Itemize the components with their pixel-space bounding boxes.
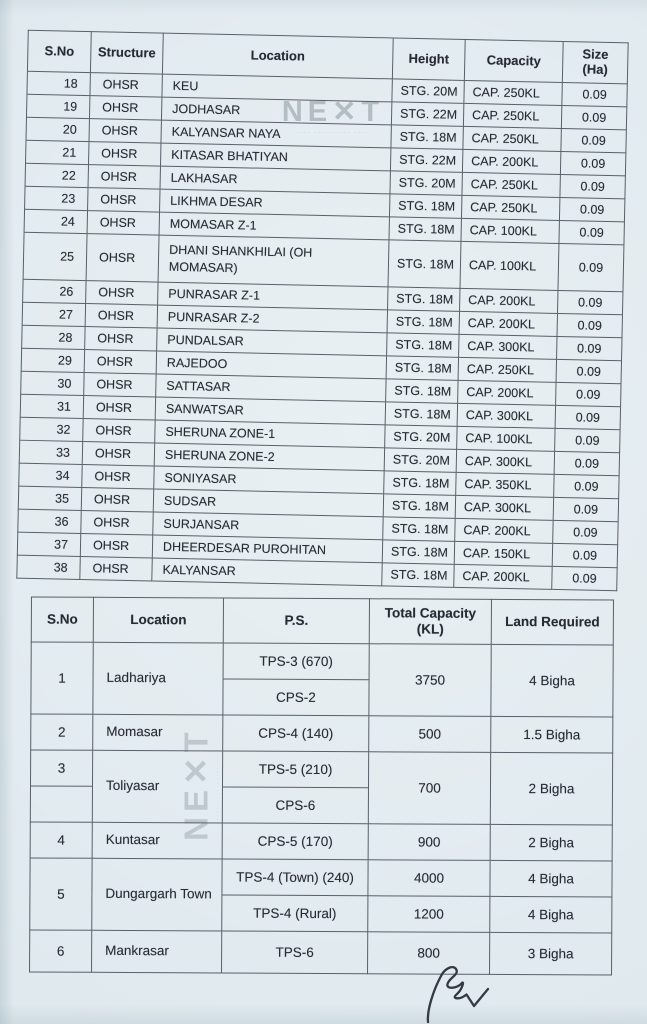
- signature-icon: [420, 963, 504, 1024]
- location-cell: Mankrasar: [92, 930, 222, 973]
- t1-height-cell: STG. 18M: [385, 402, 457, 427]
- t1-size-cell: 0.09: [561, 105, 626, 129]
- t1-size-cell: 0.09: [552, 543, 617, 567]
- t1-capacity-cell: CAP. 200KL: [459, 311, 557, 336]
- t1-size-cell: 0.09: [559, 197, 624, 221]
- t1-size-cell: 0.09: [552, 566, 617, 590]
- t1-sno-cell: 34: [19, 463, 82, 487]
- t1-location-cell: KITASAR BHATIYAN: [160, 143, 390, 171]
- location-cell: Kuntasar: [92, 822, 222, 859]
- t1-height-cell: STG. 18M: [384, 471, 456, 496]
- sno-empty-cell: [30, 786, 92, 822]
- t1-sno-cell: 38: [17, 555, 80, 579]
- t1-structure-cell: OHSR: [88, 188, 160, 213]
- t1-size-cell: 0.09: [559, 220, 624, 244]
- t1-capacity-cell: CAP. 250KL: [458, 357, 556, 382]
- location-cell: Toliyasar: [92, 750, 222, 823]
- t1-structure-cell: OHSR: [87, 211, 159, 236]
- t1-sno-cell: 21: [26, 140, 89, 164]
- t1-size-cell: 0.09: [557, 336, 622, 360]
- location-cell: Momasar: [93, 714, 223, 751]
- t1-location-cell: DHANI SHANKHILAI (OH MOMASAR): [158, 235, 389, 287]
- t1-structure-cell: OHSR: [81, 488, 153, 513]
- t2-header-total-capacity: Total Capacity (KL): [369, 599, 491, 645]
- t1-height-cell: STG. 18M: [386, 379, 458, 404]
- capacity-cell: 4000: [368, 860, 490, 897]
- ohsr-structures-table: [16, 30, 628, 591]
- t1-size-cell: 0.09: [558, 243, 624, 291]
- t1-header-capacity: Capacity: [464, 39, 563, 82]
- t1-capacity-cell: CAP. 250KL: [461, 195, 559, 220]
- t1-size-cell: 0.09: [562, 82, 627, 106]
- t1-sno-cell: 35: [18, 486, 81, 510]
- t1-location-cell: PUNRASAR Z-2: [157, 305, 387, 333]
- sno-cell: 1: [31, 642, 93, 714]
- t1-size-cell: 0.09: [554, 451, 619, 475]
- t1-location-cell: DHEERDESAR PUROHITAN: [152, 535, 382, 563]
- t1-location-cell: SONIYASAR: [154, 466, 384, 494]
- t1-height-cell: STG. 20M: [392, 79, 464, 104]
- land-cell: 4 Bigha: [491, 644, 613, 717]
- t1-capacity-cell: CAP. 300KL: [459, 334, 557, 359]
- sno-cell: 2: [31, 714, 93, 750]
- t1-capacity-cell: CAP. 300KL: [457, 403, 555, 428]
- t1-location-cell: MOMASAR Z-1: [159, 212, 389, 240]
- t2-header-ps: P.S.: [223, 598, 369, 644]
- t1-height-cell: STG. 18M: [387, 333, 459, 358]
- location-cell: Dungargarh Town: [92, 858, 222, 931]
- table-row: [31, 714, 613, 753]
- capacity-cell: 900: [368, 824, 490, 861]
- t1-size-cell: 0.09: [556, 382, 621, 406]
- t1-header-sno: S.No: [27, 30, 91, 72]
- t1-sno-cell: 23: [25, 186, 88, 210]
- t1-location-cell: SATTASAR: [156, 374, 386, 402]
- t1-location-cell: KALYANSAR: [152, 558, 382, 586]
- t1-structure-cell: OHSR: [89, 96, 161, 121]
- watermark-brand-text: NE✕T: [281, 96, 385, 128]
- t1-size-cell: 0.09: [560, 151, 625, 175]
- t1-structure-cell: OHSR: [84, 350, 156, 375]
- t1-sno-cell: 26: [23, 279, 86, 303]
- pump-stations-table: [29, 596, 614, 975]
- t1-capacity-cell: CAP. 300KL: [455, 495, 553, 520]
- t1-capacity-cell: CAP. 250KL: [462, 172, 560, 197]
- land-cell: 3 Bigha: [490, 932, 612, 975]
- t1-size-cell: 0.09: [555, 428, 620, 452]
- table-row: [30, 858, 612, 897]
- t1-location-cell: LAKHASAR: [160, 166, 390, 194]
- t1-header-structure: Structure: [90, 32, 163, 74]
- t1-capacity-cell: CAP. 200KL: [455, 518, 553, 543]
- pump-stations-table-wrap: [29, 596, 613, 975]
- t1-structure-cell: OHSR: [85, 327, 157, 352]
- t1-header-height: Height: [392, 38, 465, 80]
- t1-sno-cell: 36: [18, 509, 81, 533]
- t1-sno-cell: 33: [19, 440, 82, 464]
- t1-sno-cell: 27: [22, 302, 85, 326]
- t2-header-land-required: Land Required: [491, 599, 613, 645]
- ohsr-structures-table-wrap: [16, 30, 627, 591]
- t1-height-cell: STG. 20M: [385, 425, 457, 450]
- t1-capacity-cell: CAP. 350KL: [456, 472, 554, 497]
- t1-capacity-cell: CAP. 100KL: [461, 218, 559, 243]
- t1-capacity-cell: CAP. 200KL: [458, 380, 556, 405]
- t1-capacity-cell: CAP. 200KL: [462, 149, 560, 174]
- t1-capacity-cell: CAP. 300KL: [456, 449, 554, 474]
- t1-structure-cell: OHSR: [82, 465, 154, 490]
- t1-size-cell: 0.09: [557, 290, 622, 314]
- t1-sno-cell: 20: [26, 117, 89, 141]
- land-cell: 4 Bigha: [490, 860, 612, 897]
- t1-location-cell: KALYANSAR NAYA: [161, 120, 391, 148]
- table-row: [31, 642, 613, 681]
- sno-cell: 3: [30, 750, 92, 786]
- t1-structure-cell: OHSR: [84, 373, 156, 398]
- t1-structure-cell: OHSR: [86, 234, 159, 282]
- t1-sno-cell: 18: [27, 71, 90, 95]
- t1-capacity-cell: CAP. 250KL: [463, 103, 561, 128]
- t1-sno-cell: 29: [21, 348, 84, 372]
- t1-capacity-cell: CAP. 200KL: [454, 564, 552, 589]
- t1-height-cell: STG. 18M: [389, 217, 461, 242]
- t1-height-cell: STG. 18M: [383, 494, 455, 519]
- t2-header-location: Location: [93, 597, 223, 643]
- t1-height-cell: STG. 22M: [391, 102, 463, 127]
- land-cell: 4 Bigha: [490, 896, 612, 933]
- t1-structure-cell: OHSR: [80, 533, 152, 558]
- t1-size-cell: 0.09: [553, 497, 618, 521]
- t1-height-cell: STG. 20M: [390, 171, 462, 196]
- ps-cell: TPS-4 (Town) (240): [222, 859, 368, 896]
- t1-size-cell: 0.09: [557, 313, 622, 337]
- sno-cell: 4: [30, 822, 92, 858]
- t1-structure-cell: OHSR: [81, 511, 153, 536]
- t1-sno-cell: 28: [22, 325, 85, 349]
- ps-cell: TPS-5 (210): [222, 751, 368, 788]
- watermark-tagline: ···· ·········· ····: [296, 130, 370, 136]
- ps-cell: TPS-3 (670): [223, 643, 369, 680]
- table-row: [30, 930, 612, 975]
- table-row: [30, 822, 612, 861]
- ps-cell: CPS-4 (140): [223, 715, 369, 752]
- t1-structure-cell: OHSR: [86, 281, 158, 306]
- t1-structure-cell: OHSR: [82, 442, 154, 467]
- t1-location-cell: JODHASAR: [161, 97, 391, 125]
- t1-location-cell: SANWATSAR: [155, 397, 385, 425]
- t1-sno-cell: 19: [26, 94, 89, 118]
- ps-cell: CPS-5 (170): [222, 823, 368, 860]
- t1-location-cell: PUNDALSAR: [157, 328, 387, 356]
- t1-height-cell: STG. 18M: [391, 125, 463, 150]
- t1-sno-cell: 24: [24, 209, 87, 233]
- capacity-cell: 800: [368, 932, 490, 975]
- t1-capacity-cell: CAP. 100KL: [457, 426, 555, 451]
- t1-size-cell: 0.09: [553, 520, 618, 544]
- table-row: [30, 750, 612, 789]
- t1-sno-cell: 25: [23, 232, 87, 280]
- t1-location-cell: SURJANSAR: [153, 512, 383, 540]
- land-cell: 1.5 Bigha: [491, 716, 613, 753]
- t1-header-size: Size (Ha): [562, 41, 628, 83]
- t1-structure-cell: OHSR: [85, 304, 157, 329]
- t1-height-cell: STG. 18M: [383, 517, 455, 542]
- sno-cell: 6: [30, 930, 92, 972]
- t1-structure-cell: OHSR: [80, 556, 152, 581]
- t1-structure-cell: OHSR: [83, 396, 155, 421]
- t1-height-cell: STG. 18M: [382, 540, 454, 565]
- t1-location-cell: SHERUNA ZONE-2: [154, 443, 384, 471]
- ps-cell: TPS-6: [222, 931, 368, 974]
- t1-height-cell: STG. 22M: [390, 148, 462, 173]
- t1-location-cell: SUDSAR: [153, 489, 383, 517]
- t1-location-cell: KEU: [162, 74, 392, 102]
- t1-structure-cell: OHSR: [90, 73, 162, 98]
- capacity-cell: 500: [369, 716, 491, 753]
- t1-size-cell: 0.09: [561, 128, 626, 152]
- t1-height-cell: STG. 18M: [388, 287, 460, 312]
- t1-capacity-cell: CAP. 100KL: [460, 241, 559, 290]
- land-cell: 2 Bigha: [490, 824, 612, 861]
- t1-height-cell: STG. 18M: [387, 310, 459, 335]
- ps-cell: TPS-4 (Rural): [222, 895, 368, 932]
- watermark-tagline: ···· ·········· ····: [215, 747, 222, 821]
- t1-capacity-cell: CAP. 250KL: [463, 126, 561, 151]
- t2-header-sno: S.No: [31, 597, 93, 642]
- t1-height-cell: STG. 18M: [386, 356, 458, 381]
- capacity-cell: 3750: [369, 644, 491, 717]
- t1-header-location: Location: [162, 33, 393, 79]
- ps-cell: CPS-2: [223, 679, 369, 716]
- t1-sno-cell: 22: [25, 163, 88, 187]
- t1-capacity-cell: CAP. 150KL: [454, 541, 552, 566]
- t1-location-cell: LIKHMA DESAR: [160, 189, 390, 217]
- watermark-brand-text: NE✕T: [177, 727, 215, 841]
- t1-height-cell: STG. 18M: [382, 563, 454, 588]
- t1-size-cell: 0.09: [560, 174, 625, 198]
- t1-height-cell: STG. 20M: [384, 448, 456, 473]
- sno-cell: 5: [30, 858, 92, 930]
- t1-structure-cell: OHSR: [89, 119, 161, 144]
- capacity-cell: 700: [368, 752, 490, 825]
- t1-height-cell: STG. 18M: [388, 240, 461, 288]
- t1-size-cell: 0.09: [556, 359, 621, 383]
- t1-capacity-cell: CAP. 200KL: [460, 288, 558, 313]
- t1-location-cell: RAJEDOO: [156, 351, 386, 379]
- t1-structure-cell: OHSR: [88, 165, 160, 190]
- ps-cell: CPS-6: [222, 787, 368, 824]
- t1-sno-cell: 37: [17, 532, 80, 556]
- t1-location-cell: PUNRASAR Z-1: [158, 282, 388, 310]
- t1-location-cell: SHERUNA ZONE-1: [155, 420, 385, 448]
- t1-size-cell: 0.09: [554, 474, 619, 498]
- t1-sno-cell: 30: [21, 371, 84, 395]
- t1-height-cell: STG. 18M: [389, 194, 461, 219]
- t1-capacity-cell: CAP. 250KL: [464, 80, 562, 105]
- t1-sno-cell: 31: [20, 394, 83, 418]
- table-header-row: [31, 597, 613, 645]
- t1-sno-cell: 32: [20, 417, 83, 441]
- t1-size-cell: 0.09: [555, 405, 620, 429]
- capacity-cell: 1200: [368, 896, 490, 933]
- t1-structure-cell: OHSR: [89, 142, 161, 167]
- t1-structure-cell: OHSR: [83, 419, 155, 444]
- location-cell: Ladhariya: [93, 642, 223, 715]
- land-cell: 2 Bigha: [490, 752, 612, 825]
